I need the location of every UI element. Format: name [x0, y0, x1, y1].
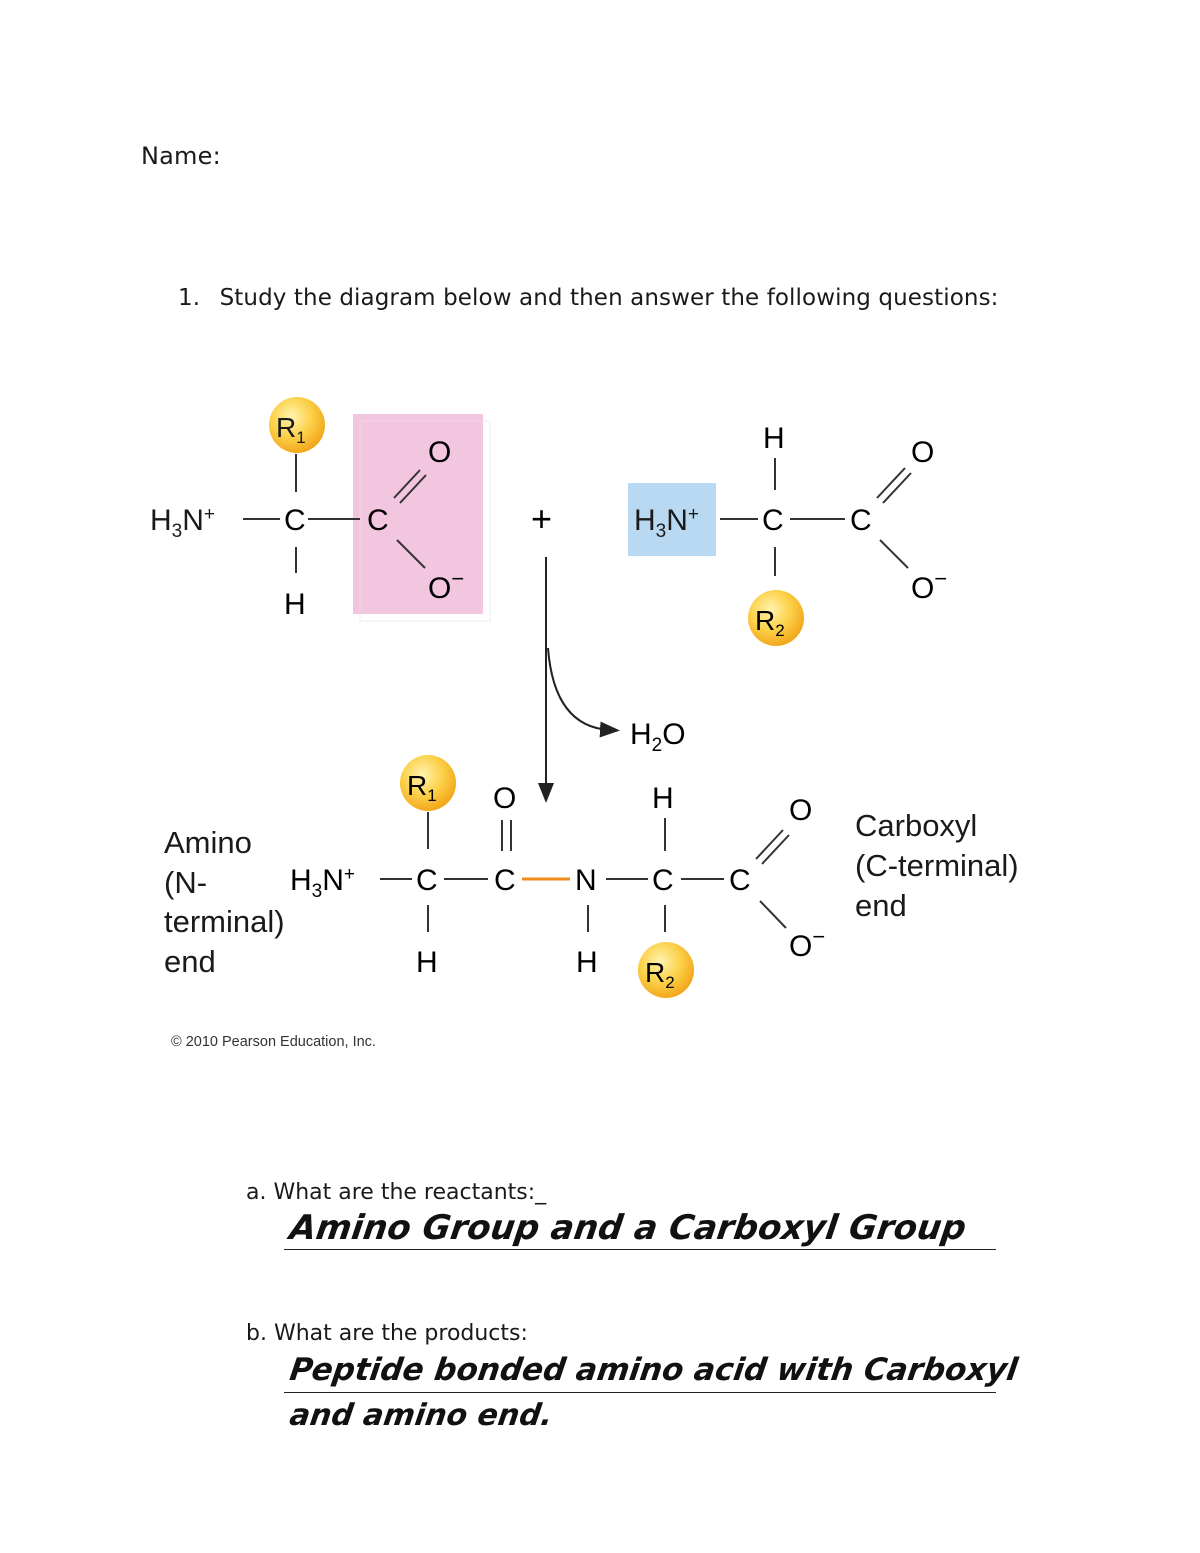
alpha-carbon-1: C — [284, 504, 306, 537]
question-a-answer[interactable]: Amino Group and a Carboxyl Group — [287, 1208, 969, 1248]
svg-text:R1: $R_1$ — [407, 770, 437, 805]
carbonyl-carbon: C — [494, 864, 516, 897]
oxide-product: O− — [789, 924, 826, 963]
question-a-label: a. What are the reactants:_ — [246, 1180, 547, 1205]
copyright-notice: © 2010 Pearson Education, Inc. — [171, 1034, 376, 1050]
oxygen-1: O — [428, 436, 452, 469]
svg-text:R1: $R_1$ — [276, 412, 306, 447]
r2-group-product — [638, 942, 694, 998]
carboxyl-carbon-product: C — [729, 864, 751, 897]
r1-group-product — [400, 755, 456, 811]
question-number: 1. — [178, 285, 201, 311]
alpha-carbon-product-2: C — [652, 864, 674, 897]
r2-group — [748, 590, 804, 646]
svg-text:R2: $R_2$ — [755, 605, 785, 640]
question-text: Study the diagram below and then answer the following questions: — [219, 285, 999, 311]
plus-sign: + — [531, 498, 553, 539]
amino-group-label: $H_3N^+$ — [150, 504, 216, 542]
oxide-1: O− — [428, 566, 465, 605]
carboxyl-carbon-2: C — [850, 504, 872, 537]
question-b-answer-line — [284, 1392, 996, 1393]
hydrogen-2: H — [763, 422, 785, 455]
r1-group — [269, 397, 325, 453]
oxygen-product-1: O — [493, 782, 517, 815]
amide-nitrogen: N — [575, 864, 597, 897]
hydrogen-product-2: H — [652, 782, 674, 815]
question-b-answer-line-2[interactable]: and amino end. — [287, 1398, 555, 1433]
oxygen-product-2: O — [789, 794, 813, 827]
water-release-arrow — [548, 648, 610, 730]
question-b-label: b. What are the products: — [246, 1321, 528, 1346]
name-label: Name: — [141, 142, 221, 170]
hydrogen-1: H — [284, 588, 306, 621]
hydrogen-product-1: H — [416, 946, 438, 979]
question-a-answer-line — [284, 1249, 996, 1250]
question-b-answer-line-1[interactable]: Peptide bonded amino acid with Carboxyl — [287, 1352, 1020, 1388]
svg-text:R2: $R_2$ — [645, 957, 675, 992]
hydrogen-amide: H — [576, 946, 598, 979]
oxygen-2: O — [911, 436, 935, 469]
alpha-carbon-product-1: C — [416, 864, 438, 897]
carboxyl-end-label: Carboxyl (C-terminal) end — [855, 808, 1019, 923]
carboxyl-carbon-1: C — [367, 504, 389, 537]
amino-group-label-product: $H_3N^+$ — [290, 864, 356, 902]
alpha-carbon-2: C — [762, 504, 784, 537]
amino-end-label: Amino (N- terminal) end — [164, 825, 285, 979]
oxide-2: O− — [911, 566, 948, 605]
water-label: $H_2O$ — [630, 718, 686, 756]
amino-group-label-2: $H_3N^+$ — [634, 504, 700, 542]
